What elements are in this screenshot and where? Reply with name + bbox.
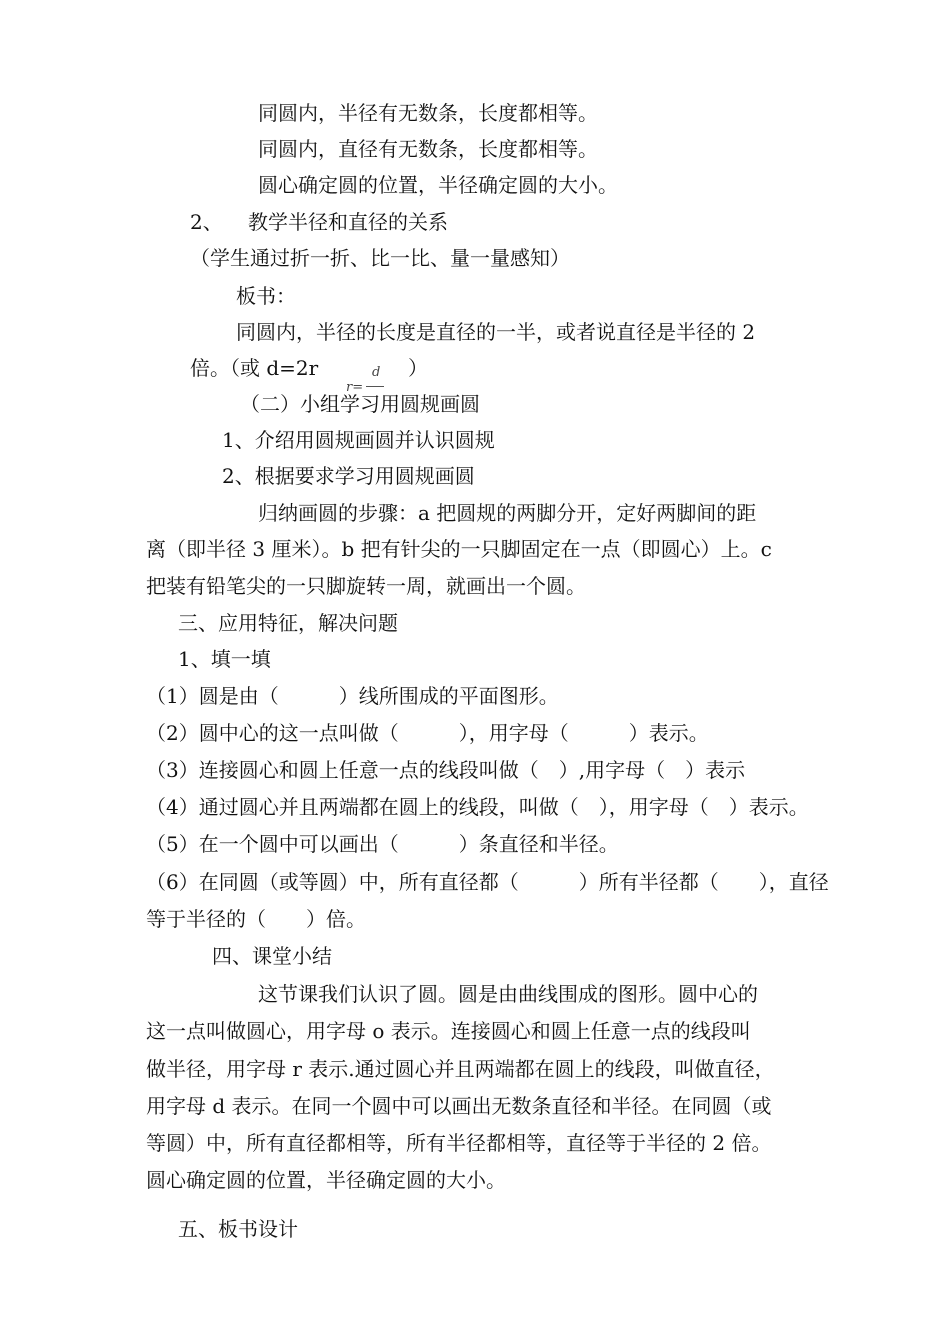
text-line: 这节课我们认识了圆。圆是由曲线围成的图形。圆中心的 [258, 982, 758, 1006]
section-heading: 三、应用特征，解决问题 [178, 611, 398, 635]
text-line: 1、介绍用圆规画圆并认识圆规 [222, 428, 495, 452]
text-line: 用字母 d 表示。在同一个圆中可以画出无数条直径和半径。在同圆（或 [146, 1094, 772, 1118]
text-line: ） [408, 356, 428, 380]
formula-numerator: d [372, 365, 381, 380]
section-heading: 教学半径和直径的关系 [248, 210, 448, 234]
text-line: 1、填一填 [178, 647, 271, 671]
section-heading: 四、课堂小结 [212, 944, 332, 968]
formula-r: r= [346, 380, 364, 395]
text-line: （学生通过折一折、比一比、量一量感知） [190, 246, 570, 270]
text-line: 同圆内，半径有无数条，长度都相等。 [258, 101, 598, 125]
section-heading: 五、板书设计 [178, 1217, 298, 1241]
text-line: 圆心确定圆的位置，半径确定圆的大小。 [146, 1168, 506, 1192]
text-line: 同圆内，半径的长度是直径的一半，或者说直径是半径的 2 [236, 320, 756, 344]
exercise-line: （1）圆是由（ ）线所围成的平面图形。 [146, 684, 559, 708]
exercise-line: 等于半径的（ ）倍。 [146, 907, 366, 931]
section-heading: （二）小组学习用圆规画圆 [240, 392, 480, 416]
text-line: 2、根据要求学习用圆规画圆 [222, 464, 475, 488]
text-line: 归纳画圆的步骤：a 把圆规的两脚分开，定好两脚间的距 [258, 501, 757, 525]
exercise-line: （4）通过圆心并且两端都在圆上的线段，叫做（ ），用字母（ ）表示。 [146, 795, 809, 819]
exercise-line: （3）连接圆心和圆上任意一点的线段叫做（ ）,用字母（ ）表示 [146, 758, 746, 782]
exercise-line: （2）圆中心的这一点叫做（ ），用字母（ ）表示。 [146, 721, 709, 745]
text-line: 倍。（或 d=2r [190, 356, 319, 380]
text-line: 把装有铅笔尖的一只脚旋转一周，就画出一个圆。 [146, 574, 586, 598]
exercise-line: （5）在一个圆中可以画出（ ）条直径和半径。 [146, 832, 619, 856]
text-line: 这一点叫做圆心，用字母 o 表示。连接圆心和圆上任意一点的线段叫 [146, 1019, 751, 1043]
text-line: 圆心确定圆的位置，半径确定圆的大小。 [258, 173, 618, 197]
text-line: 做半径，用字母 r 表示.通过圆心并且两端都在圆上的线段，叫做直径， [146, 1057, 775, 1081]
text-line: 同圆内，直径有无数条，长度都相等。 [258, 137, 598, 161]
exercise-line: （6）在同圆（或等圆）中，所有直径都（ ）所有半径都（ ），直径 [146, 870, 829, 894]
fraction-bar [366, 386, 384, 387]
text-line: 离（即半径 3 厘米）。b 把有针尖的一只脚固定在一点（即圆心）上。c [146, 537, 772, 561]
text-line: 等圆）中，所有直径都相等，所有半径都相等，直径等于半径的 2 倍。 [146, 1131, 772, 1155]
section-number: 2、 [190, 210, 223, 234]
text-line: 板书： [236, 284, 296, 308]
